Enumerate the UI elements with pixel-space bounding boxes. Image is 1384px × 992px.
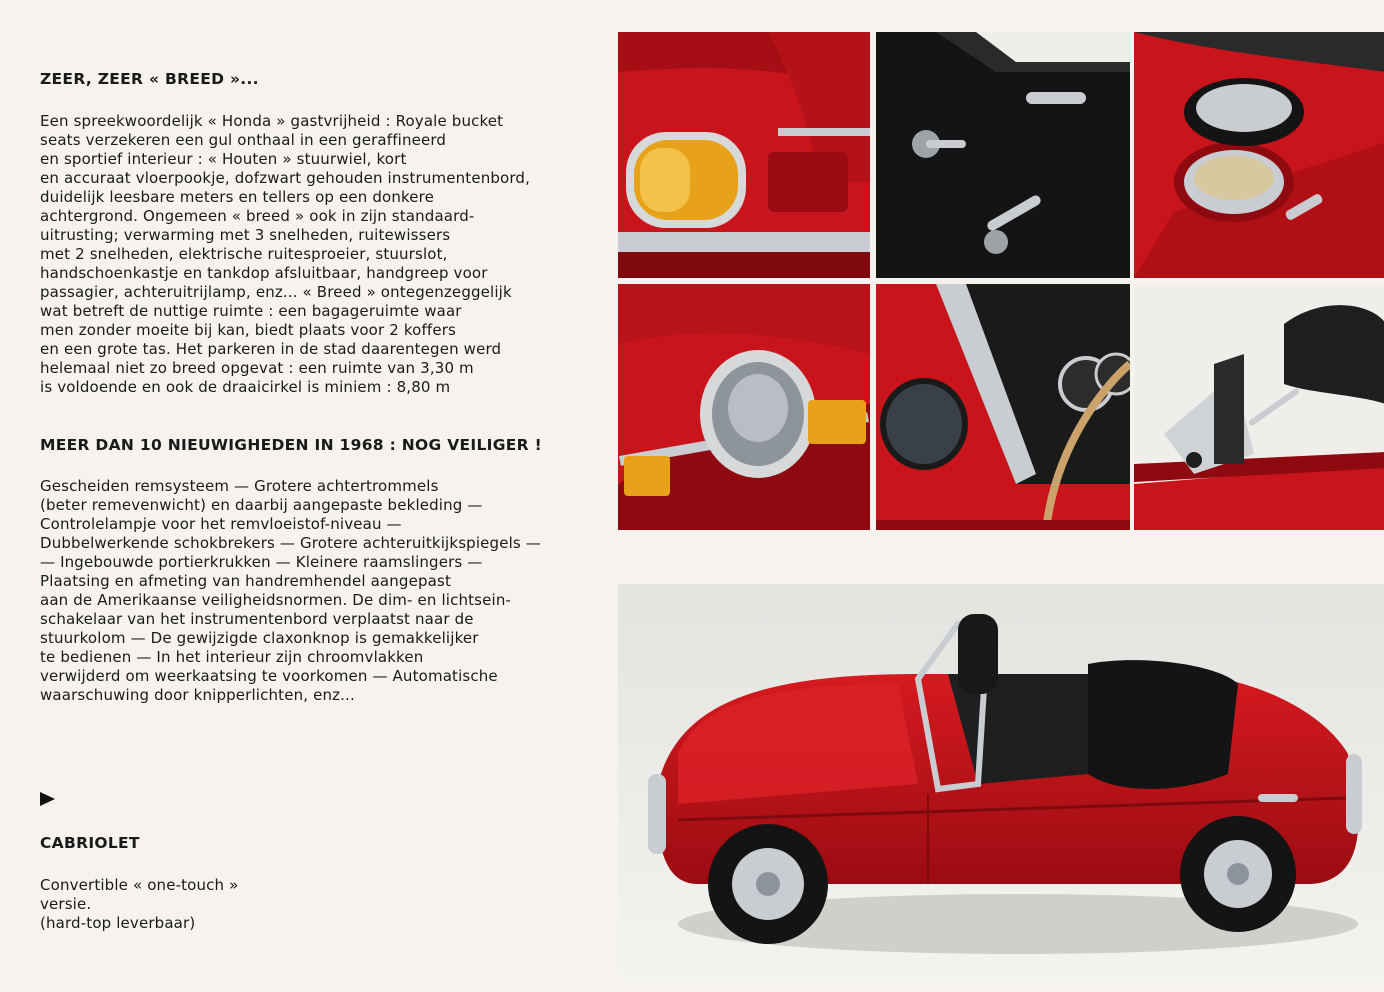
text-line: achtergrond. Ongemeen « breed » ook in zijn standaard- xyxy=(40,207,475,225)
text-line: seats verzekeren een gul onthaal in een geraffineerd xyxy=(40,131,447,149)
section-body-breed xyxy=(40,112,530,397)
text-line: Plaatsing en afmeting van handremhendel aangepast xyxy=(40,572,451,590)
text-line: handschoenkastje en tankdop afsluitbaar, handgreep voor xyxy=(40,264,488,282)
text-line: verwijderd om weerkaatsing te voorkomen — Automatische xyxy=(40,667,498,685)
fuel-cap-photo xyxy=(1134,32,1384,278)
text-line: en sportief interieur : « Houten » stuurwiel, kort xyxy=(40,150,407,168)
text-line: (hard-top leverbaar) xyxy=(40,914,196,932)
text-line: passagier, achteruitrijlamp, enz... « Breed » ontegenzeggelijk xyxy=(40,283,512,301)
text-line: uitrusting; verwarming met 3 snelheden, ruitewissers xyxy=(40,226,451,244)
text-line: aan de Amerikaanse veiligheidsnormen. De dim- en lichtsein- xyxy=(40,591,512,609)
section-heading-breed: ZEER, ZEER « BREED »... xyxy=(40,70,259,88)
text-line: men zonder moeite bij kan, biedt plaats voor 2 koffers xyxy=(40,321,457,339)
text-line: te bedienen — In het interieur zijn chroomvlakken xyxy=(40,648,424,666)
section-heading-cabriolet: CABRIOLET xyxy=(40,834,140,852)
text-line: Gescheiden remsysteem — Grotere achtertrommels xyxy=(40,477,439,495)
door-interior-photo xyxy=(876,32,1130,278)
text-line: Convertible « one-touch » xyxy=(40,876,239,894)
rear-light-photo xyxy=(618,32,870,278)
text-line: Een spreekwoordelijk « Honda » gastvrijheid : Royale bucket xyxy=(40,112,504,130)
text-line: versie. xyxy=(40,895,92,913)
folding-top-photo xyxy=(1134,284,1384,530)
headlight-photo xyxy=(618,284,870,530)
text-line: wat betreft de nuttige ruimte : een bagageruimte waar xyxy=(40,302,462,320)
text-line: is voldoende en ook de draaicirkel is miniem : 8,80 m xyxy=(40,378,451,396)
text-line: Controlelampje voor het remvloeistof-niveau — xyxy=(40,515,402,533)
text-line: Dubbelwerkende schokbrekers — Grotere achteruitkijkspiegels — xyxy=(40,534,541,552)
text-line: — Ingebouwde portierkrukken — Kleinere raamslingers — xyxy=(40,553,483,571)
section-heading-nieuwigheden: MEER DAN 10 NIEUWIGHEDEN IN 1968 : NOG VEILIGER ! xyxy=(40,436,542,454)
text-line: duidelijk leesbare meters en tellers op een donkere xyxy=(40,188,435,206)
text-line: helemaal niet zo breed opgevat : een ruimte van 3,30 m xyxy=(40,359,474,377)
text-line: (beter remevenwicht) en daarbij aangepaste bekleding — xyxy=(40,496,483,514)
text-line: waarschuwing door knipperlichten, enz... xyxy=(40,686,355,704)
cabriolet-car-photo xyxy=(618,584,1384,982)
text-line: en accuraat vloerpookje, dofzwart gehouden instrumentenbord, xyxy=(40,169,531,187)
section-body-cabriolet xyxy=(40,876,238,933)
text-line: met 2 snelheden, elektrische ruitesproeier, stuurslot, xyxy=(40,245,448,263)
text-line: schakelaar van het instrumentenbord verplaatst naar de xyxy=(40,610,474,628)
mirror-dashboard-photo xyxy=(876,284,1130,530)
text-line: stuurkolom — De gewijzigde claxonknop is gemakkelijker xyxy=(40,629,479,647)
section-body-nieuwigheden xyxy=(40,477,541,705)
text-line: en een grote tas. Het parkeren in de stad daarentegen werd xyxy=(40,340,502,358)
play-arrow-icon xyxy=(40,792,55,806)
